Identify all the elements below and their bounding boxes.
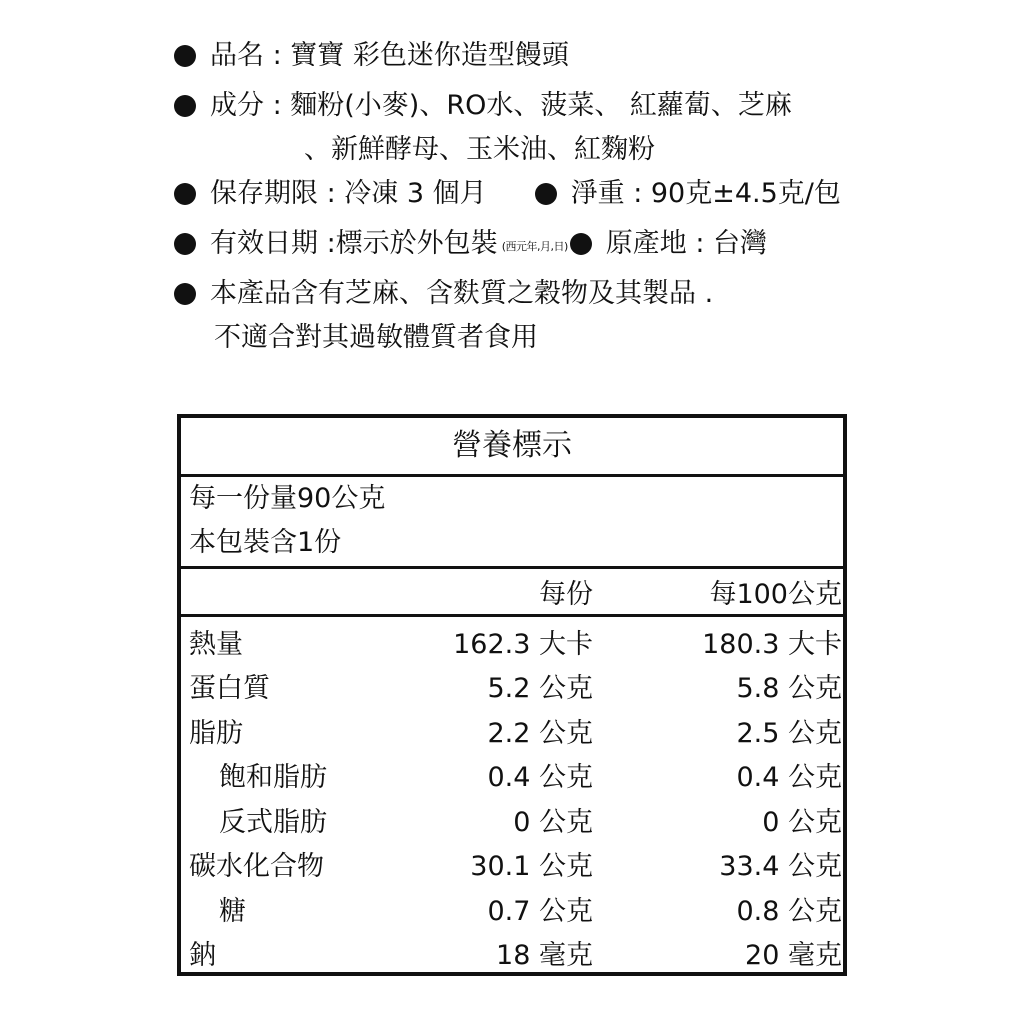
table-row: [181, 797, 843, 842]
product-name-line: [174, 34, 894, 78]
allergen-line-continued: [174, 316, 894, 360]
bullet-icon: [174, 45, 196, 67]
net-weight: 淨重 : 90克±4.5克/包: [570, 178, 841, 209]
nutrient-per-serving: 30.1 公克: [470, 851, 593, 883]
ingredients-text-1: 成分 : 麵粉(小麥)、RO水、菠菜、 紅蘿蔔、芝麻: [210, 90, 792, 121]
nutrient-per-serving: 162.3 大卡: [453, 628, 593, 660]
table-row: [181, 842, 843, 887]
table-row: [181, 619, 843, 664]
table-row: [181, 753, 843, 798]
nutrition-title: 營養標示: [181, 418, 843, 477]
nutrient-per-100g: 20 毫克: [745, 940, 842, 972]
shelf-life-line: [174, 172, 894, 216]
origin: 原產地 : 台灣: [605, 228, 768, 259]
servings-per-package: 本包裝含1份: [189, 527, 342, 558]
nutrient-per-serving: 18 毫克: [496, 940, 593, 972]
nutrient-per-100g: 5.8 公克: [736, 673, 842, 705]
nutrition-table: [177, 414, 847, 976]
serving-info: [181, 477, 843, 569]
header-per-serving: 每份: [539, 579, 593, 610]
nutrient-per-serving: 0.4 公克: [487, 762, 593, 794]
table-row: [181, 931, 843, 976]
nutrient-per-100g: 0.8 公克: [736, 895, 842, 927]
nutrient-name: 熱量: [189, 628, 243, 660]
nutrient-per-100g: 0 公克: [762, 806, 842, 838]
ingredients-text-2: 、新鮮酵母、玉米油、紅麴粉: [304, 134, 655, 165]
allergen-text-2: 不適合對其過敏體質者食用: [214, 322, 538, 353]
nutrient-name: 反式脂肪: [219, 806, 327, 838]
ingredients-line: [174, 84, 894, 128]
header-per-100g: 每100公克: [709, 579, 842, 610]
allergen-line: [174, 272, 894, 316]
nutrient-name: 飽和脂肪: [219, 762, 327, 794]
table-row: [181, 664, 843, 709]
allergen-text-1: 本產品含有芝麻、含麩質之穀物及其製品 .: [210, 278, 714, 309]
expiry-date: 有效日期 :標示於外包裝: [210, 228, 498, 259]
nutrient-per-100g: 33.4 公克: [719, 851, 842, 883]
expiry-format-note: (西元年,月,日): [501, 240, 568, 253]
table-row: [181, 708, 843, 753]
bullet-icon: [535, 183, 557, 205]
shelf-life: 保存期限 : 冷凍 3 個月: [210, 178, 487, 209]
nutrient-per-serving: 0 公克: [513, 806, 593, 838]
ingredients-line-continued: [174, 128, 894, 172]
nutrient-name: 碳水化合物: [189, 851, 324, 883]
bullet-icon: [174, 95, 196, 117]
nutrient-name: 脂肪: [189, 717, 243, 749]
nutrition-rows: [181, 617, 843, 975]
nutrient-name: 鈉: [189, 940, 216, 972]
nutrient-per-serving: 5.2 公克: [487, 673, 593, 705]
nutrient-name: 蛋白質: [189, 673, 270, 705]
bullet-icon: [570, 233, 592, 255]
product-name: 品名 : 寶寶 彩色迷你造型饅頭: [210, 40, 569, 71]
bullet-icon: [174, 183, 196, 205]
nutrient-name: 糖: [219, 895, 246, 927]
nutrient-per-100g: 0.4 公克: [736, 762, 842, 794]
nutrient-per-100g: 180.3 大卡: [702, 628, 842, 660]
nutrient-per-serving: 2.2 公克: [487, 717, 593, 749]
bullet-icon: [174, 283, 196, 305]
nutrient-per-100g: 2.5 公克: [736, 717, 842, 749]
bullet-icon: [174, 233, 196, 255]
product-info: [174, 34, 894, 360]
table-row: [181, 886, 843, 931]
expiry-line: [174, 222, 894, 266]
nutrient-per-serving: 0.7 公克: [487, 895, 593, 927]
serving-size: 每一份量90公克: [189, 483, 386, 514]
nutrition-header-row: [181, 569, 843, 617]
